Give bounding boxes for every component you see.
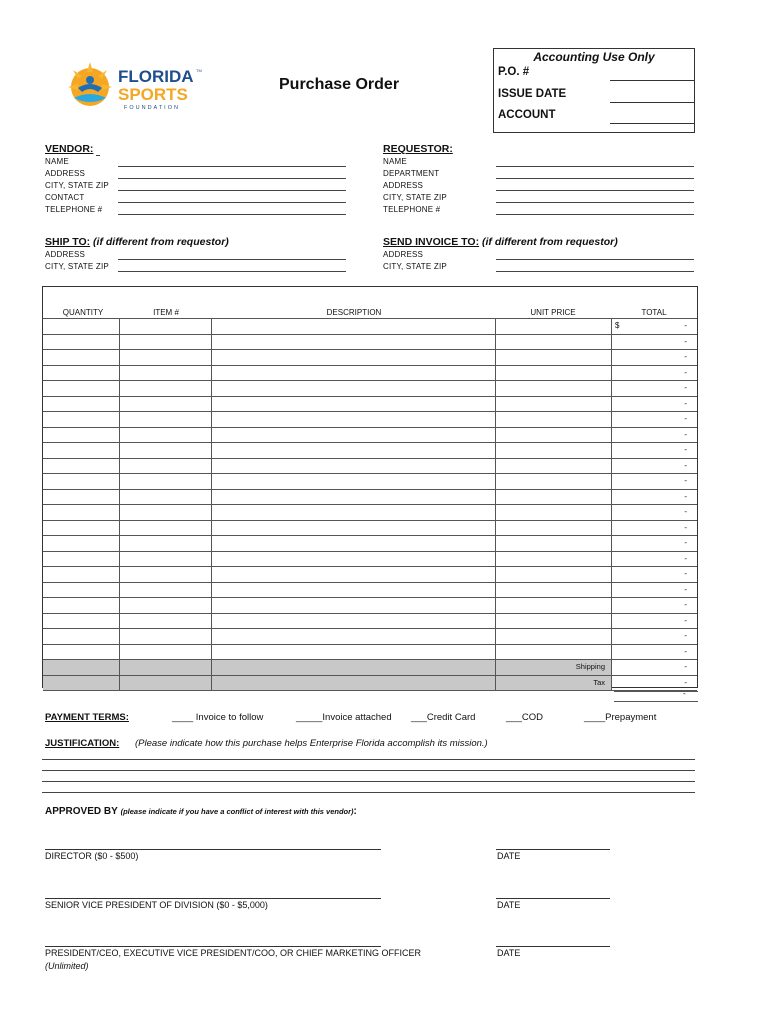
table-row-line: [43, 597, 697, 598]
table-row-line: [43, 427, 697, 428]
justification-line-2[interactable]: [42, 770, 695, 771]
table-row-line: [43, 318, 697, 319]
vendor-field-5[interactable]: [118, 214, 346, 215]
president-label: PRESIDENT/CEO, EXECUTIVE VICE PRESIDENT/COO, OR CHIEF MARKETING OFFICER: [45, 948, 422, 958]
ship-to-title: SHIP TO:: [45, 236, 91, 248]
table-row-line: [43, 520, 697, 521]
vendor-label-4: CONTACT: [45, 193, 85, 202]
table-row-line: [43, 644, 697, 645]
row-total-value: -: [684, 445, 687, 454]
requestor-label-1: NAME: [383, 157, 407, 166]
justification-note: (Please indicate how this purchase helps Enterprise Florida accomplish its mission.): [135, 738, 488, 749]
svp-date-label: DATE: [497, 900, 521, 910]
accounting-title: Accounting Use Only: [533, 50, 655, 64]
row-total-value: -: [684, 414, 687, 423]
table-row-line: [43, 582, 697, 583]
po-field[interactable]: [610, 80, 694, 81]
send-invoice-note: (if different from requestor): [482, 236, 618, 248]
justification-line-4[interactable]: [42, 792, 695, 793]
president-sub-label: (Unlimited): [45, 961, 89, 971]
svg-text:FLORIDA: FLORIDA: [118, 67, 194, 86]
payment-option-cod[interactable]: ___COD: [506, 712, 543, 723]
president-date-line[interactable]: [496, 946, 610, 947]
send-invoice-title: SEND INVOICE TO:: [383, 236, 480, 248]
justification-line-1[interactable]: [42, 759, 695, 760]
table-column-line: [611, 318, 612, 690]
justification-label: JUSTIFICATION:: [45, 738, 120, 749]
requestor-field-4[interactable]: [496, 202, 694, 203]
row-total-value: -: [684, 491, 687, 501]
svg-text:FOUNDATION: FOUNDATION: [124, 105, 180, 111]
vendor-label-2: ADDRESS: [45, 169, 86, 178]
row-total-value: -: [684, 615, 687, 625]
table-row-line: [43, 473, 697, 474]
requestor-field-3[interactable]: [496, 190, 694, 191]
row-total-value: -: [684, 476, 687, 485]
grand-total-underline: [614, 701, 698, 702]
row-total-value: -: [684, 336, 687, 346]
president-date-label: DATE: [497, 948, 521, 958]
director-date-line[interactable]: [496, 849, 610, 850]
table-row-line: [43, 690, 697, 691]
col-header-unit-price: UNIT PRICE: [530, 308, 576, 317]
row-total-value: -: [684, 538, 687, 547]
row-total-value: -: [684, 321, 687, 330]
page-title: Purchase Order: [279, 76, 400, 93]
payment-option-prepayment[interactable]: ____Prepayment: [584, 712, 657, 723]
director-date-label: DATE: [497, 851, 521, 861]
justification-line-3[interactable]: [42, 781, 695, 782]
ship-to-label-2: CITY, STATE ZIP: [45, 262, 109, 271]
approved-by-heading: [45, 806, 357, 817]
approved-by-title: APPROVED BY: [45, 806, 118, 817]
accounting-box: [493, 48, 695, 133]
vendor-field-4[interactable]: [118, 202, 346, 203]
row-total-value: -: [684, 631, 687, 640]
row-total-value: -: [684, 584, 687, 594]
table-row-line: [43, 675, 697, 676]
row-total-value: -: [684, 677, 687, 687]
send-invoice-field-1[interactable]: [496, 259, 694, 260]
col-header-item: ITEM #: [153, 308, 179, 317]
table-row-line: [43, 489, 697, 490]
vendor-field-2[interactable]: [118, 178, 346, 179]
col-header-quantity: QUANTITY: [62, 308, 104, 317]
president-signature-line[interactable]: [45, 946, 381, 947]
table-row-line: [43, 613, 697, 614]
vendor-title-underline: [96, 155, 100, 156]
vendor-label-3: CITY, STATE ZIP: [45, 181, 109, 190]
ship-to-label-1: ADDRESS: [45, 250, 86, 259]
table-column-line: [495, 318, 496, 690]
send-invoice-heading: [383, 236, 618, 248]
requestor-label-4: CITY, STATE ZIP: [383, 193, 447, 202]
requestor-field-1[interactable]: [496, 166, 694, 167]
currency-symbol: $: [615, 321, 620, 330]
account-label: ACCOUNT: [498, 109, 556, 121]
table-row-line: [43, 411, 697, 412]
svg-text:TM: TM: [196, 68, 202, 73]
row-total-value: -: [684, 646, 687, 656]
director-signature-line[interactable]: [45, 849, 381, 850]
payment-option-invoice-follow[interactable]: ____ Invoice to follow: [172, 712, 264, 723]
approved-by-note: (please indicate if you have a conflict of interest with this vendor): [120, 807, 354, 816]
payment-option-credit-card[interactable]: ___Credit Card: [411, 712, 476, 723]
ship-to-heading: [45, 236, 229, 248]
table-row-line: [43, 458, 697, 459]
row-total-value: -: [684, 352, 687, 361]
table-row-line: [43, 380, 697, 381]
row-total-value: -: [684, 553, 687, 563]
row-total-value: -: [684, 398, 687, 408]
row-total-value: -: [684, 600, 687, 609]
vendor-title: VENDOR:: [45, 143, 94, 155]
grand-total-value: -: [683, 689, 686, 698]
ship-to-field-1[interactable]: [118, 259, 346, 260]
col-header-total: TOTAL: [641, 308, 667, 317]
requestor-field-2[interactable]: [496, 178, 694, 179]
table-row-line: [43, 442, 697, 443]
vendor-label-5: TELEPHONE #: [45, 205, 103, 214]
approved-by-colon: :: [353, 806, 357, 817]
row-total-value: -: [684, 383, 687, 392]
payment-option-invoice-attached[interactable]: _____Invoice attached: [296, 712, 392, 723]
row-total-value: -: [684, 662, 687, 671]
table-row-line: [43, 334, 697, 335]
svg-text:SPORTS: SPORTS: [118, 85, 188, 104]
table-column-line: [119, 318, 120, 690]
table-row-line: [43, 535, 697, 536]
row-total-value: -: [684, 367, 687, 377]
shipping-label: Shipping: [575, 662, 605, 671]
vendor-label-1: NAME: [45, 157, 69, 166]
requestor-field-5[interactable]: [496, 214, 694, 215]
vendor-field-1[interactable]: [118, 166, 346, 167]
row-total-value: -: [684, 460, 687, 470]
po-label: P.O. #: [498, 66, 530, 78]
send-invoice-label-1: ADDRESS: [383, 250, 424, 259]
table-row-line: [43, 504, 697, 505]
col-header-description: DESCRIPTION: [326, 308, 382, 317]
svp-label: SENIOR VICE PRESIDENT OF DIVISION ($0 - $5,000): [45, 900, 268, 910]
ship-to-field-2[interactable]: [118, 271, 346, 272]
issue-date-field[interactable]: [610, 102, 694, 103]
table-row-line: [43, 628, 697, 629]
requestor-label-3: ADDRESS: [383, 181, 424, 190]
table-column-line: [211, 318, 212, 690]
table-row-line: [43, 349, 697, 350]
logo-sun-icon: [68, 62, 208, 112]
row-total-value: -: [684, 569, 687, 578]
table-row-line: [43, 659, 697, 660]
ship-to-note: (if different from requestor): [93, 236, 229, 248]
account-field[interactable]: [610, 123, 694, 124]
table-row-line: [43, 396, 697, 397]
issue-date-label: ISSUE DATE: [498, 88, 567, 100]
row-total-value: -: [684, 522, 687, 532]
table-row-line: [43, 566, 697, 567]
table-row-line: [43, 365, 697, 366]
tax-label: Tax: [593, 677, 605, 687]
table-row-line: [43, 551, 697, 552]
payment-terms-label: PAYMENT TERMS:: [45, 712, 129, 723]
requestor-title: REQUESTOR:: [383, 143, 453, 155]
svp-signature-line[interactable]: [45, 898, 381, 899]
send-invoice-label-2: CITY, STATE ZIP: [383, 262, 447, 271]
vendor-field-3[interactable]: [118, 190, 346, 191]
row-total-value: -: [684, 429, 687, 439]
requestor-label-5: TELEPHONE #: [383, 205, 441, 214]
requestor-label-2: DEPARTMENT: [383, 169, 440, 178]
florida-sports-logo: [68, 62, 208, 112]
send-invoice-field-2[interactable]: [496, 271, 694, 272]
director-label: DIRECTOR ($0 - $500): [45, 851, 139, 861]
row-total-value: -: [684, 507, 687, 516]
svp-date-line[interactable]: [496, 898, 610, 899]
items-table: [42, 286, 698, 688]
